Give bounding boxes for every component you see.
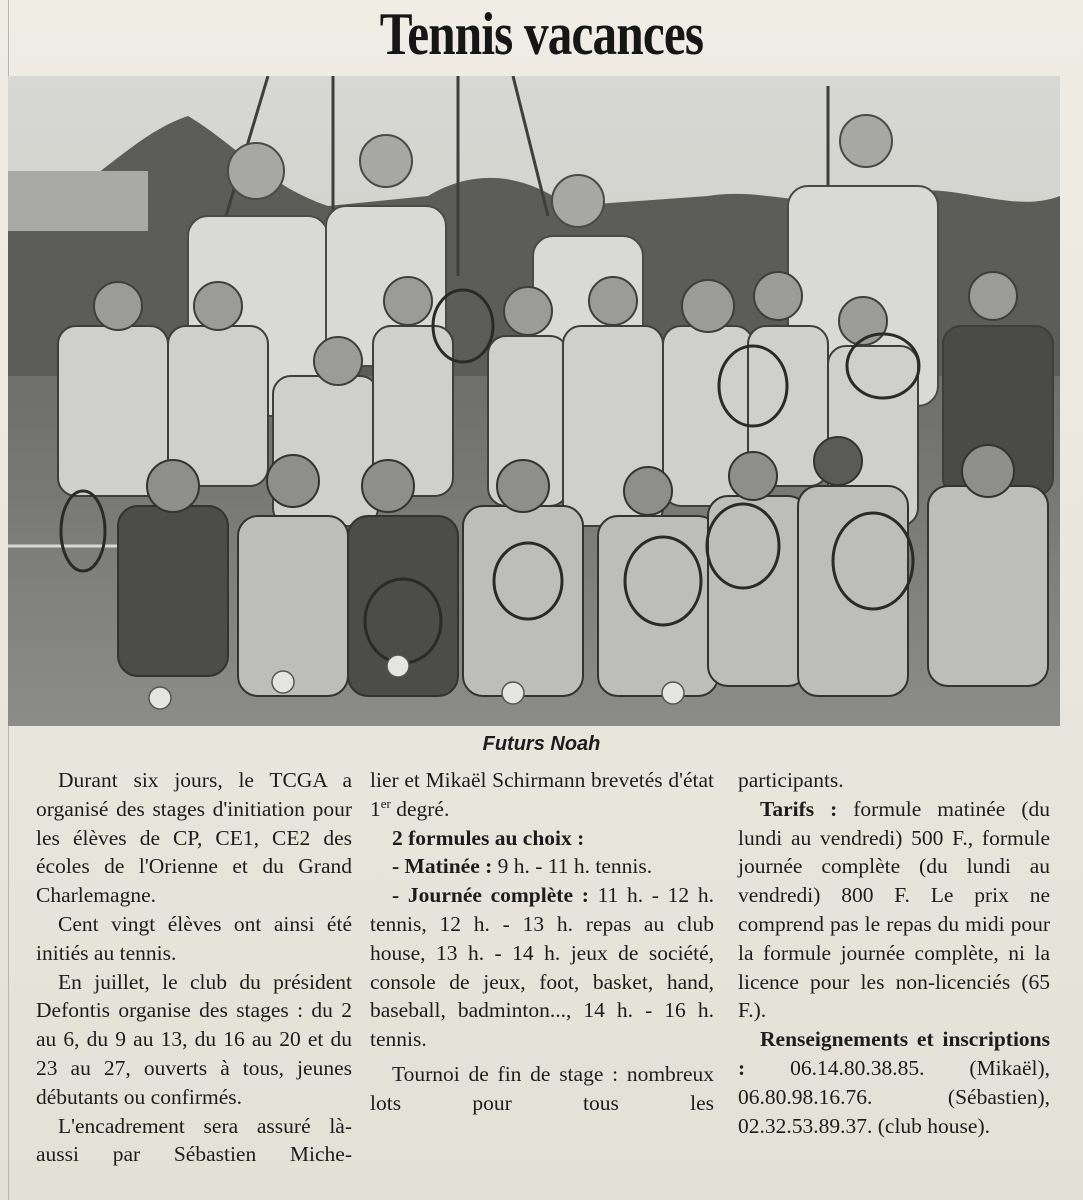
paragraph: participants. (738, 768, 844, 792)
paragraph (370, 852, 714, 881)
group-photo-image (8, 76, 1060, 726)
headline: Tennis vacances (379, 1, 704, 67)
paragraph: Tournoi de fin de stage : nombreux lots pour tous les (370, 1061, 714, 1115)
option-text: 11 h. - 12 h. tennis, 12 h. - 13 h. repas au club house, 13 h. - 14 h. jeux de société, console de jeux, foot, basket, hand, baseball, badminton..., 14 h. - 16 h. tennis. (370, 883, 714, 1052)
paragraph (370, 881, 714, 1054)
section-heading: 2 formules au choix : (392, 825, 585, 850)
article-column-2 (370, 766, 714, 1118)
option-text: 9 h. - 11 h. tennis. (492, 854, 653, 879)
paragraph: L'encadrement sera assuré là-aussi par Sébastien Miche- (36, 1113, 352, 1167)
paragraph-text: degré. (390, 796, 450, 821)
superscript: er (380, 795, 391, 811)
article-column-1 (36, 766, 352, 1169)
contact-text: 06.14.80.38.85. (Mikaël), 06.80.98.16.76. (Sébastien), 02.32.53.89.37. (club house). (738, 1055, 1050, 1138)
paragraph: Cent vingt élèves ont ainsi été initiés au tennis. (36, 911, 352, 965)
group-photo (8, 76, 1060, 726)
paragraph: En juillet, le club du président Defontis organise des stages : du 2 au 6, du 9 au 13, du 16 au 20 et du 23 au 27, ouverts à tous, jeunes débutants ou confirmés. (36, 969, 352, 1109)
paragraph: Durant six jours, le TCGA a organisé des stages d'initiation pour les élèves de CP, CE1, CE2 des écoles de l'Orienne et du Grand Charlemagne. (36, 768, 352, 908)
paragraph (370, 766, 714, 824)
option-label: - Journée complète : (392, 883, 589, 908)
paragraph (738, 1025, 1050, 1140)
tarifs-text: formule matinée (du lundi au vendredi) 500 F., formule journée complète (du lundi au vendredi) 800 F. Le prix ne comprend pas le repas du midi pour la formule journée complète, ni la licence pour les non-licenciés (65 F.). (738, 796, 1050, 1023)
paragraph-text: lier et Mikaël Schirmann brevetés d'état 1 (370, 768, 714, 821)
contact-label: Renseignements et inscriptions : (738, 1027, 1050, 1080)
paragraph (738, 795, 1050, 1025)
option-label: - Matinée : (392, 854, 493, 879)
photo-caption: Futurs Noah (482, 733, 601, 755)
article-column-3 (738, 766, 1050, 1140)
tarifs-label: Tarifs : (760, 796, 838, 821)
